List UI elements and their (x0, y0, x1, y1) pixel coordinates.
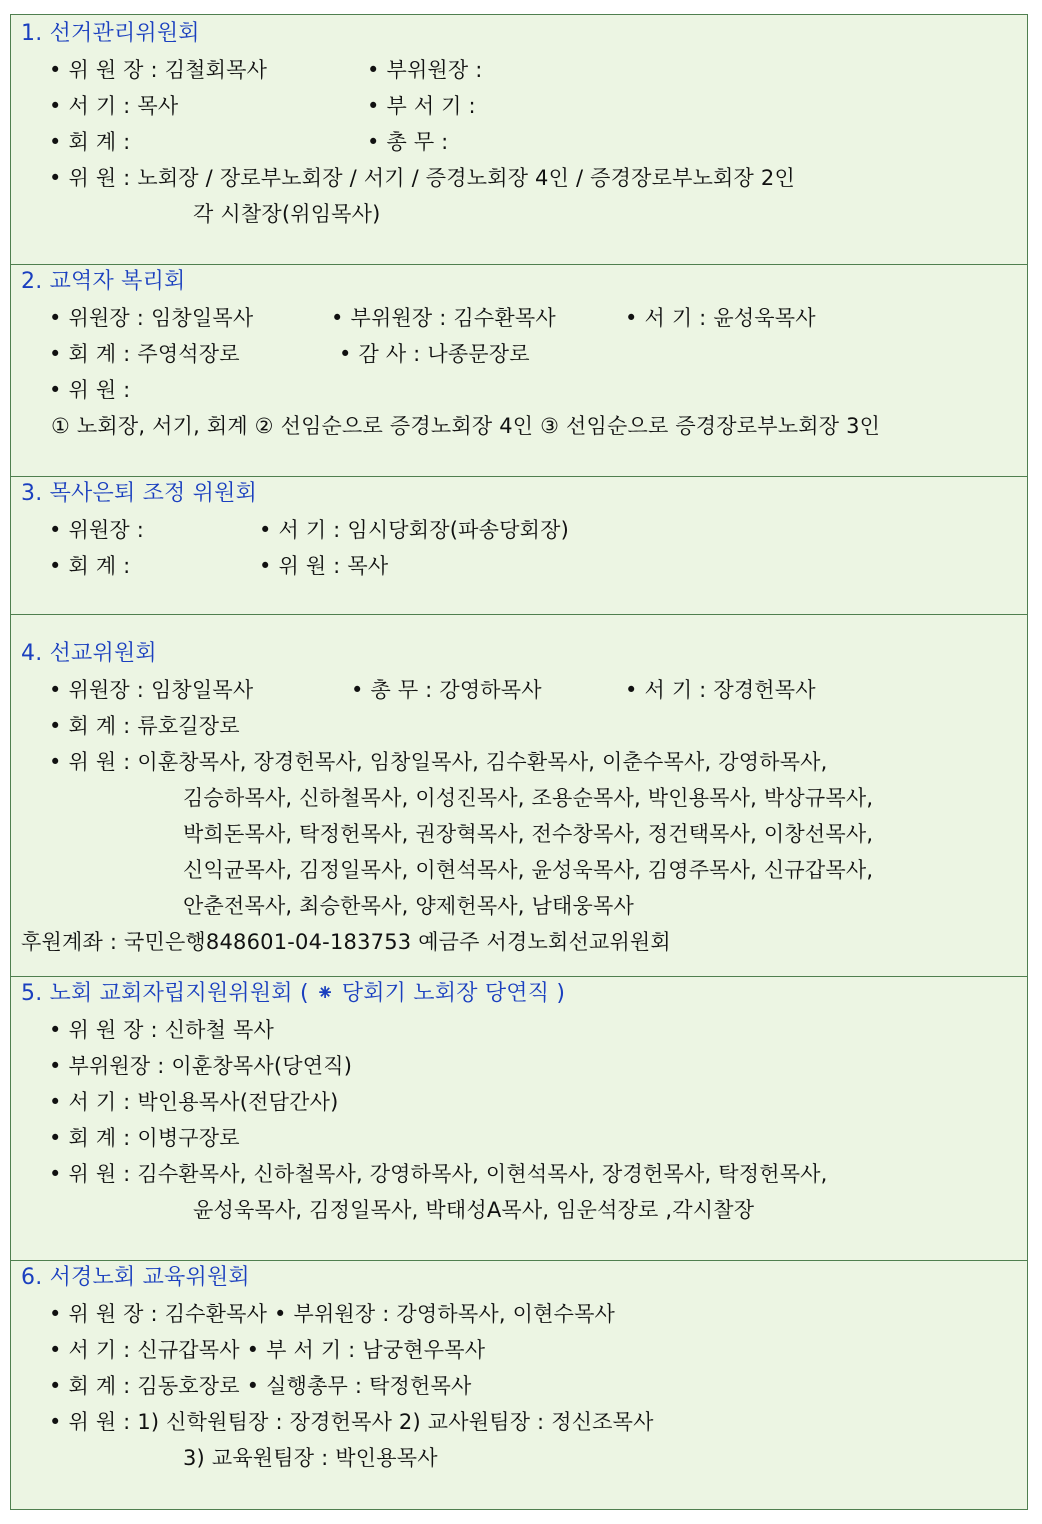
members-line-cont: 윤성욱목사, 김정일목사, 박태성A목사, 임운석장로 ,각시찰장 (193, 1198, 755, 1222)
secretary-line: • 서 기 : 임시당회장(파송당회장) (259, 518, 569, 542)
section-retirement-committee (11, 477, 1027, 615)
vice-secretary-line: • 부 서 기 : (367, 94, 476, 118)
members-line: • 위 원 : 1) 신학원팀장 : 장경헌목사 2) 교사원팀장 : 정신조목사 (49, 1410, 654, 1434)
chair-line: • 위원장 : 임창일목사 (49, 678, 254, 702)
members-line: • 위 원 : 이훈창목사, 장경헌목사, 임창일목사, 김수환목사, 이춘수목사, 강영하목사, (49, 750, 828, 774)
secretary-line: • 서 기 : 목사 (49, 94, 179, 118)
members-line: • 위 원 : 김수환목사, 신하철목사, 강영하목사, 이현석목사, 장경헌목사, 탁정헌목사, (49, 1162, 828, 1186)
members-line-cont: 신익균목사, 김정일목사, 이현석목사, 윤성욱목사, 김영주목사, 신규갑목사, (183, 858, 874, 882)
section-church-support-committee (11, 977, 1027, 1261)
members-line: • 위 원 : 목사 (259, 554, 389, 578)
vice-chair-line: • 부위원장 : 이훈창목사(당연직) (49, 1054, 353, 1078)
auditor-line: • 감 사 : 나종문장로 (339, 342, 530, 366)
secretary-line: • 서 기 : 박인용목사(전담간사) (49, 1090, 339, 1114)
section-title: 4. 선교위원회 (21, 641, 157, 666)
chair-line: • 위 원 장 : 김수환목사 • 부위원장 : 강영하목사, 이현수목사 (49, 1302, 616, 1326)
section-election-committee (11, 15, 1027, 265)
committee-document (10, 14, 1028, 1510)
section-title: 6. 서경노회 교육위원회 (21, 1265, 250, 1290)
secretary-line: • 서 기 : 장경헌목사 (625, 678, 816, 702)
general-affairs-line: • 총 무 : 강영하목사 (351, 678, 542, 702)
section-education-committee (11, 1261, 1027, 1509)
general-affairs-line: • 총 무 : (367, 130, 449, 154)
members-line-cont: 김승하목사, 신하철목사, 이성진목사, 조용순목사, 박인용목사, 박상규목사, (183, 786, 874, 810)
treasurer-line: • 회 계 : 김동호장로 • 실행총무 : 탁정헌목사 (49, 1374, 472, 1398)
section-mission-committee (11, 615, 1027, 977)
vice-chair-line: • 부위원장 : 김수환목사 (331, 306, 556, 330)
members-line-cont: 박희돈목사, 탁정헌목사, 권장혁목사, 전수창목사, 정건택목사, 이창선목사, (183, 822, 874, 846)
section-title: 1. 선거관리위원회 (21, 21, 200, 46)
secretary-line: • 서 기 : 신규갑목사 • 부 서 기 : 남궁현우목사 (49, 1338, 486, 1362)
vice-chair-line: • 부위원장 : (367, 58, 483, 82)
donation-account-line: 후원계좌 : 국민은행848601-04-183753 예금주 서경노회선교위원회 (21, 930, 671, 954)
secretary-line: • 서 기 : 윤성욱목사 (625, 306, 816, 330)
chair-line: • 위원장 : (49, 518, 145, 542)
members-detail-line: ① 노회장, 서기, 회계 ② 선임순으로 증경노회장 4인 ③ 선임순으로 증경장로부노회장 3인 (51, 414, 881, 438)
treasurer-line: • 회 계 : (49, 130, 131, 154)
section-title: 3. 목사은퇴 조정 위원회 (21, 481, 258, 506)
members-line-cont: 각 시찰장(위임목사) (193, 202, 381, 226)
members-line-cont: 3) 교육원팀장 : 박인용목사 (183, 1446, 438, 1470)
treasurer-line: • 회 계 : 류호길장로 (49, 714, 240, 738)
members-line: • 위 원 : (49, 378, 131, 402)
section-title: 2. 교역자 복리회 (21, 269, 186, 294)
members-line: • 위 원 : 노회장 / 장로부노회장 / 서기 / 증경노회장 4인 / 증경장로부노회장 2인 (49, 166, 795, 190)
section-ministers-welfare (11, 265, 1027, 477)
treasurer-line: • 회 계 : (49, 554, 131, 578)
chair-line: • 위 원 장 : 신하철 목사 (49, 1018, 275, 1042)
treasurer-line: • 회 계 : 이병구장로 (49, 1126, 240, 1150)
chair-line: • 위 원 장 : 김철회목사 (49, 58, 268, 82)
chair-line: • 위원장 : 임창일목사 (49, 306, 254, 330)
members-line-cont: 안춘전목사, 최승한목사, 양제헌목사, 남태웅목사 (183, 894, 634, 918)
treasurer-line: • 회 계 : 주영석장로 (49, 342, 240, 366)
section-title: 5. 노회 교회자립지원위원회 ( ⁕ 당회기 노회장 당연직 ) (21, 981, 566, 1006)
